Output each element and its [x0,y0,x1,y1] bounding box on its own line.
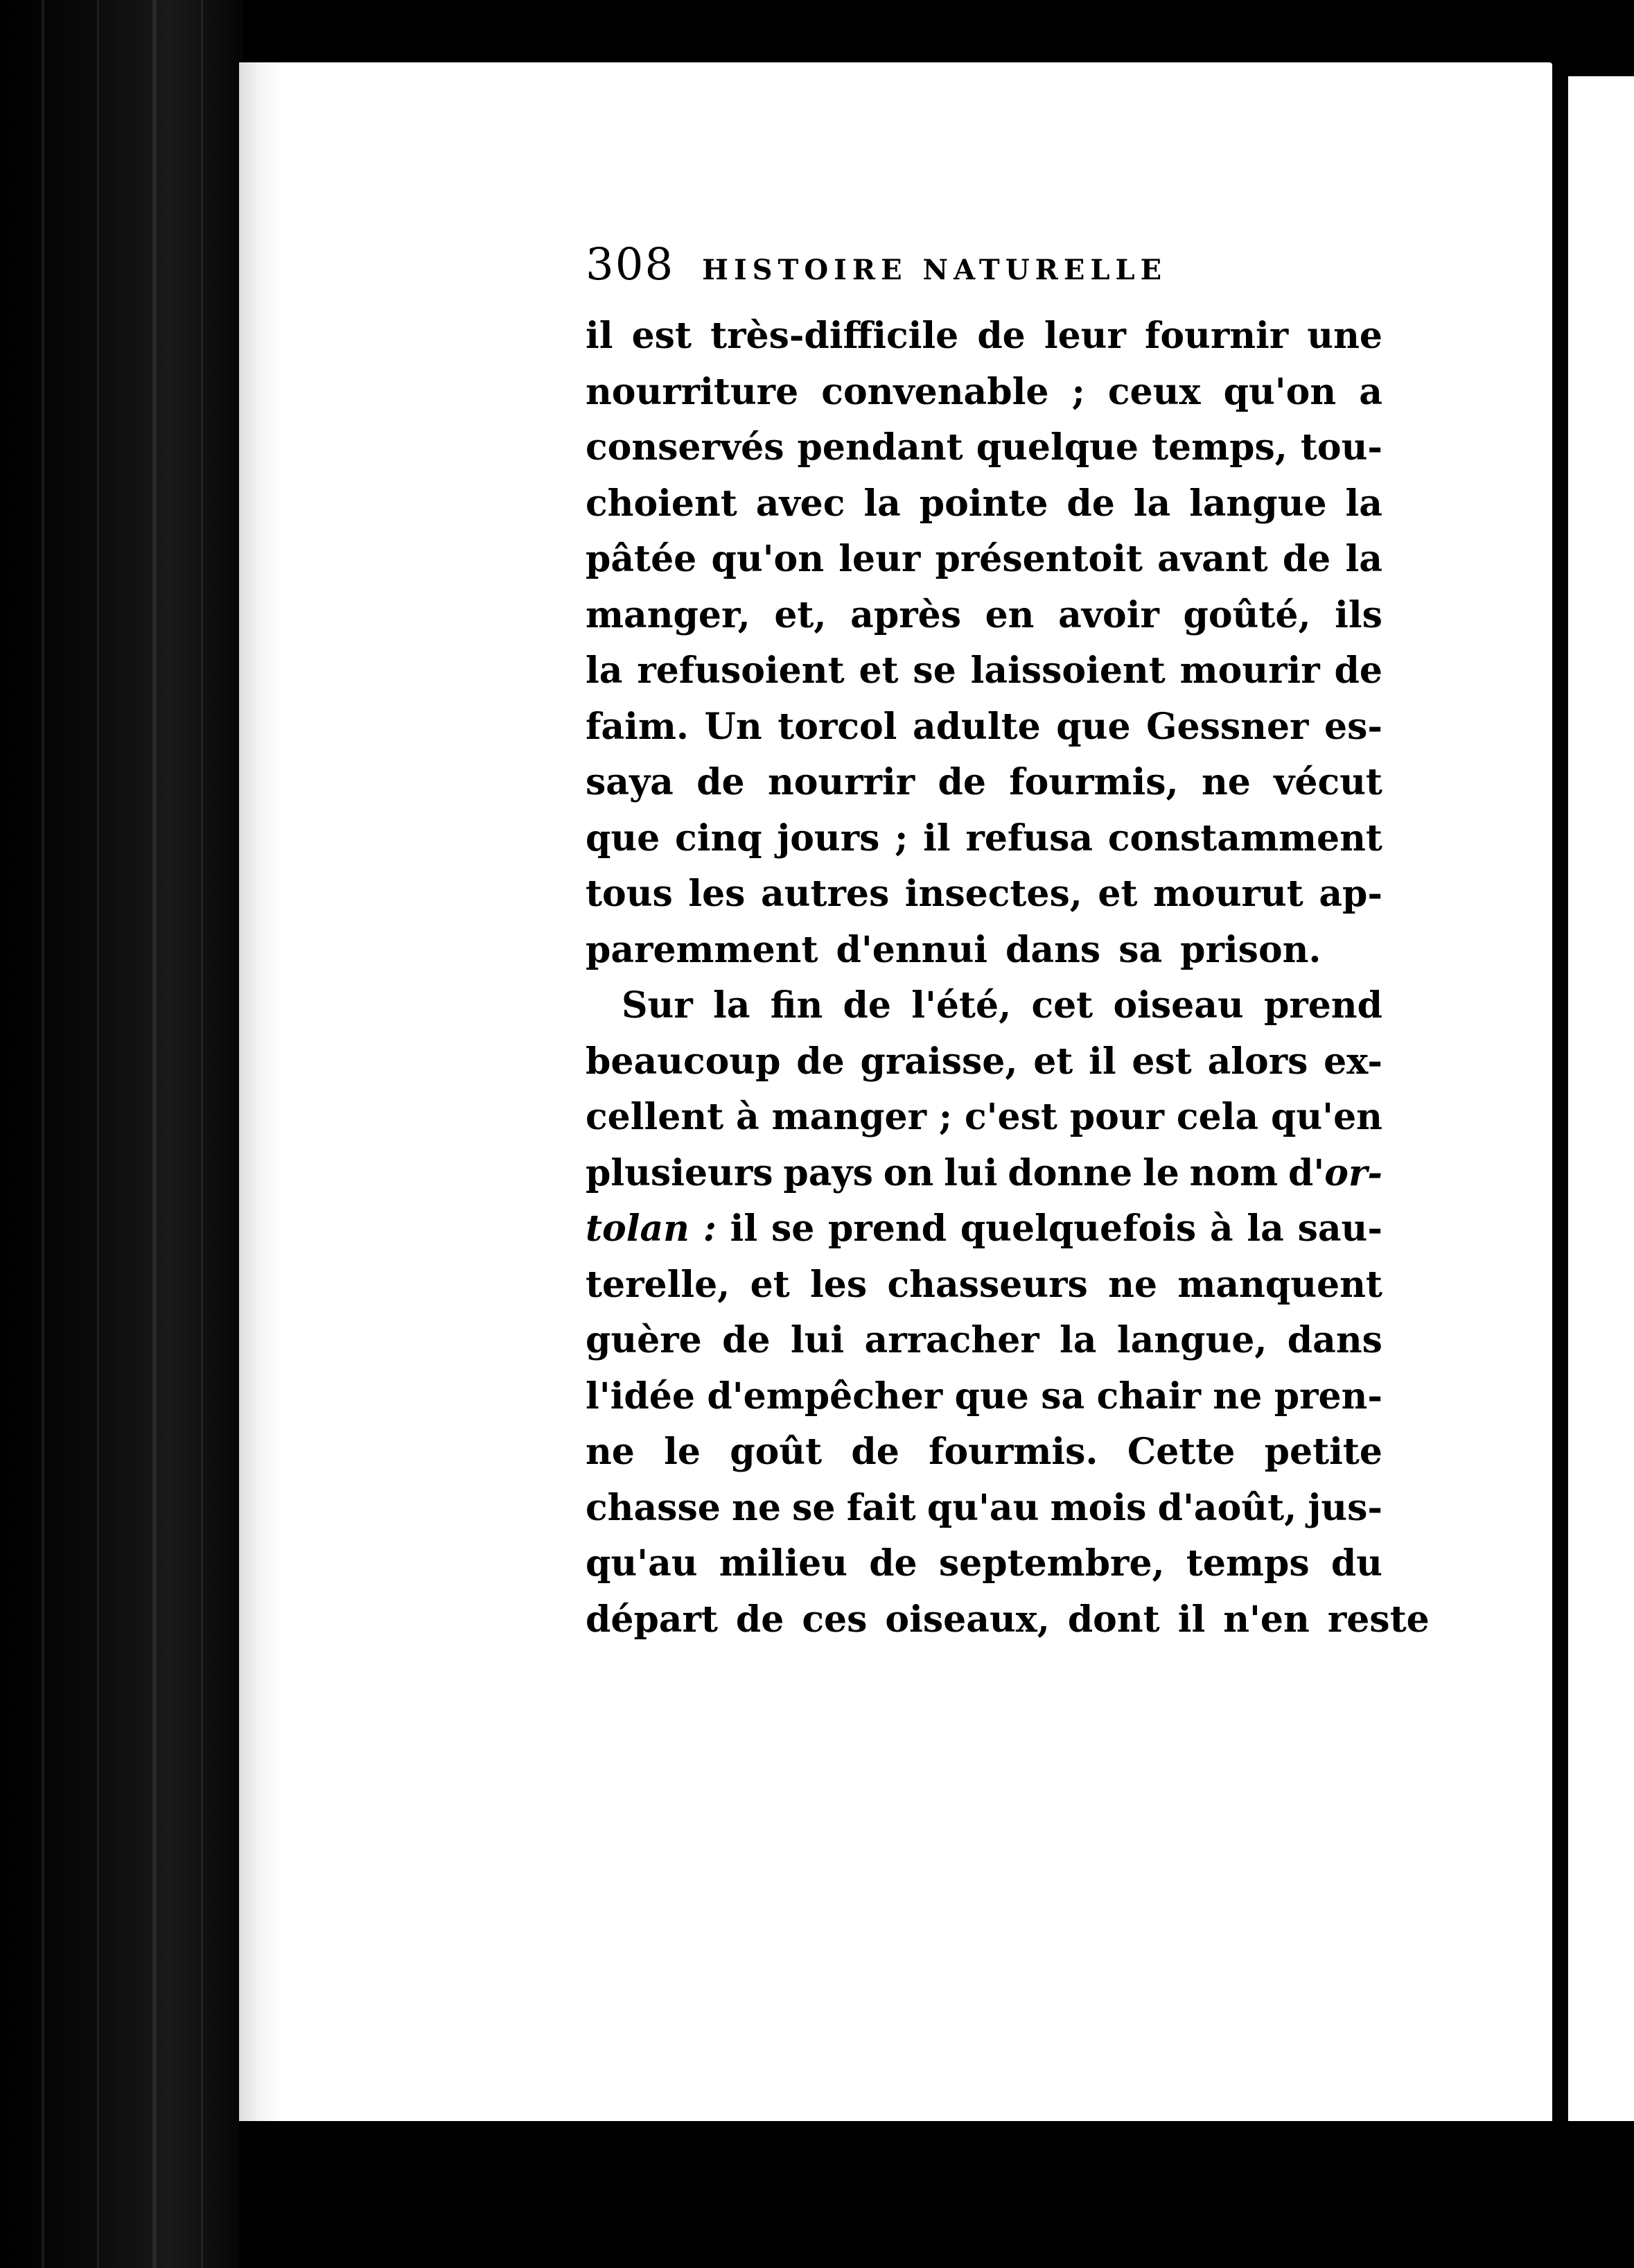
running-head-title: HISTOIRE NATURELLE [702,254,1168,286]
text-line: la refusoient et se laissoient mourir de [586,649,1382,692]
text-block [586,239,1430,1648]
text-line: terelle, et les chasseurs ne manquent [586,1263,1382,1306]
text-line: paremment d'ennui dans sa prison. [586,928,1321,971]
text-line: guère de lui arracher la langue, dans [586,1319,1382,1361]
text-line: ne le goût de fourmis. Cette petite [586,1431,1382,1473]
book-binding [0,0,243,2268]
text-line: plusieurs pays on lui donne le nom d'or- [586,1151,1382,1194]
text-line: tous les autres insectes, et mourut ap- [586,873,1382,915]
body-text [586,308,1430,1648]
running-head [586,239,1382,308]
binding-streak [42,0,44,2268]
text-line: qu'au milieu de septembre, temps du [586,1542,1382,1585]
text-line: choient avec la pointe de la langue la [586,482,1382,525]
binding-streak [97,0,99,2268]
text-line: nourriture convenable ; ceux qu'on a [586,370,1382,413]
adjacent-page-edge [1568,76,1634,2128]
page-number: 308 [586,239,675,290]
text-line: l'idée d'empêcher que sa chair ne pren- [586,1375,1382,1418]
text-line: cellent à manger ; c'est pour cela qu'en [586,1096,1382,1138]
binding-streak [152,0,157,2268]
text-line: beaucoup de graisse, et il est alors ex- [586,1040,1382,1083]
text-line: conservés pendant quelque temps, tou- [586,426,1382,469]
text-line: Sur la fin de l'été, cet oiseau prend [622,984,1382,1027]
text-line: pâtée qu'on leur présentoit avant de la [586,538,1382,580]
bottom-shadow [239,2121,1634,2268]
text-line: que cinq jours ; il refusa constamment [586,817,1382,860]
page-gutter-shadow [1554,97,1565,2093]
text-line: chasse ne se fait qu'au mois d'août, jus- [586,1486,1382,1529]
text-line: tolan : il se prend quelquefois à la sau- [586,1207,1382,1250]
text-line: départ de ces oiseaux, dont il n'en reste [586,1598,1430,1641]
text-line: faim. Un torcol adulte que Gessner es- [586,705,1382,748]
text-line: manger, et, après en avoir goûté, ils [586,593,1382,636]
page-left-edge [239,62,281,2163]
binding-streak [201,0,203,2268]
text-line: il est très-difficile de leur fournir une [586,315,1382,357]
text-line: saya de nourrir de fourmis, ne vécut [586,761,1382,803]
